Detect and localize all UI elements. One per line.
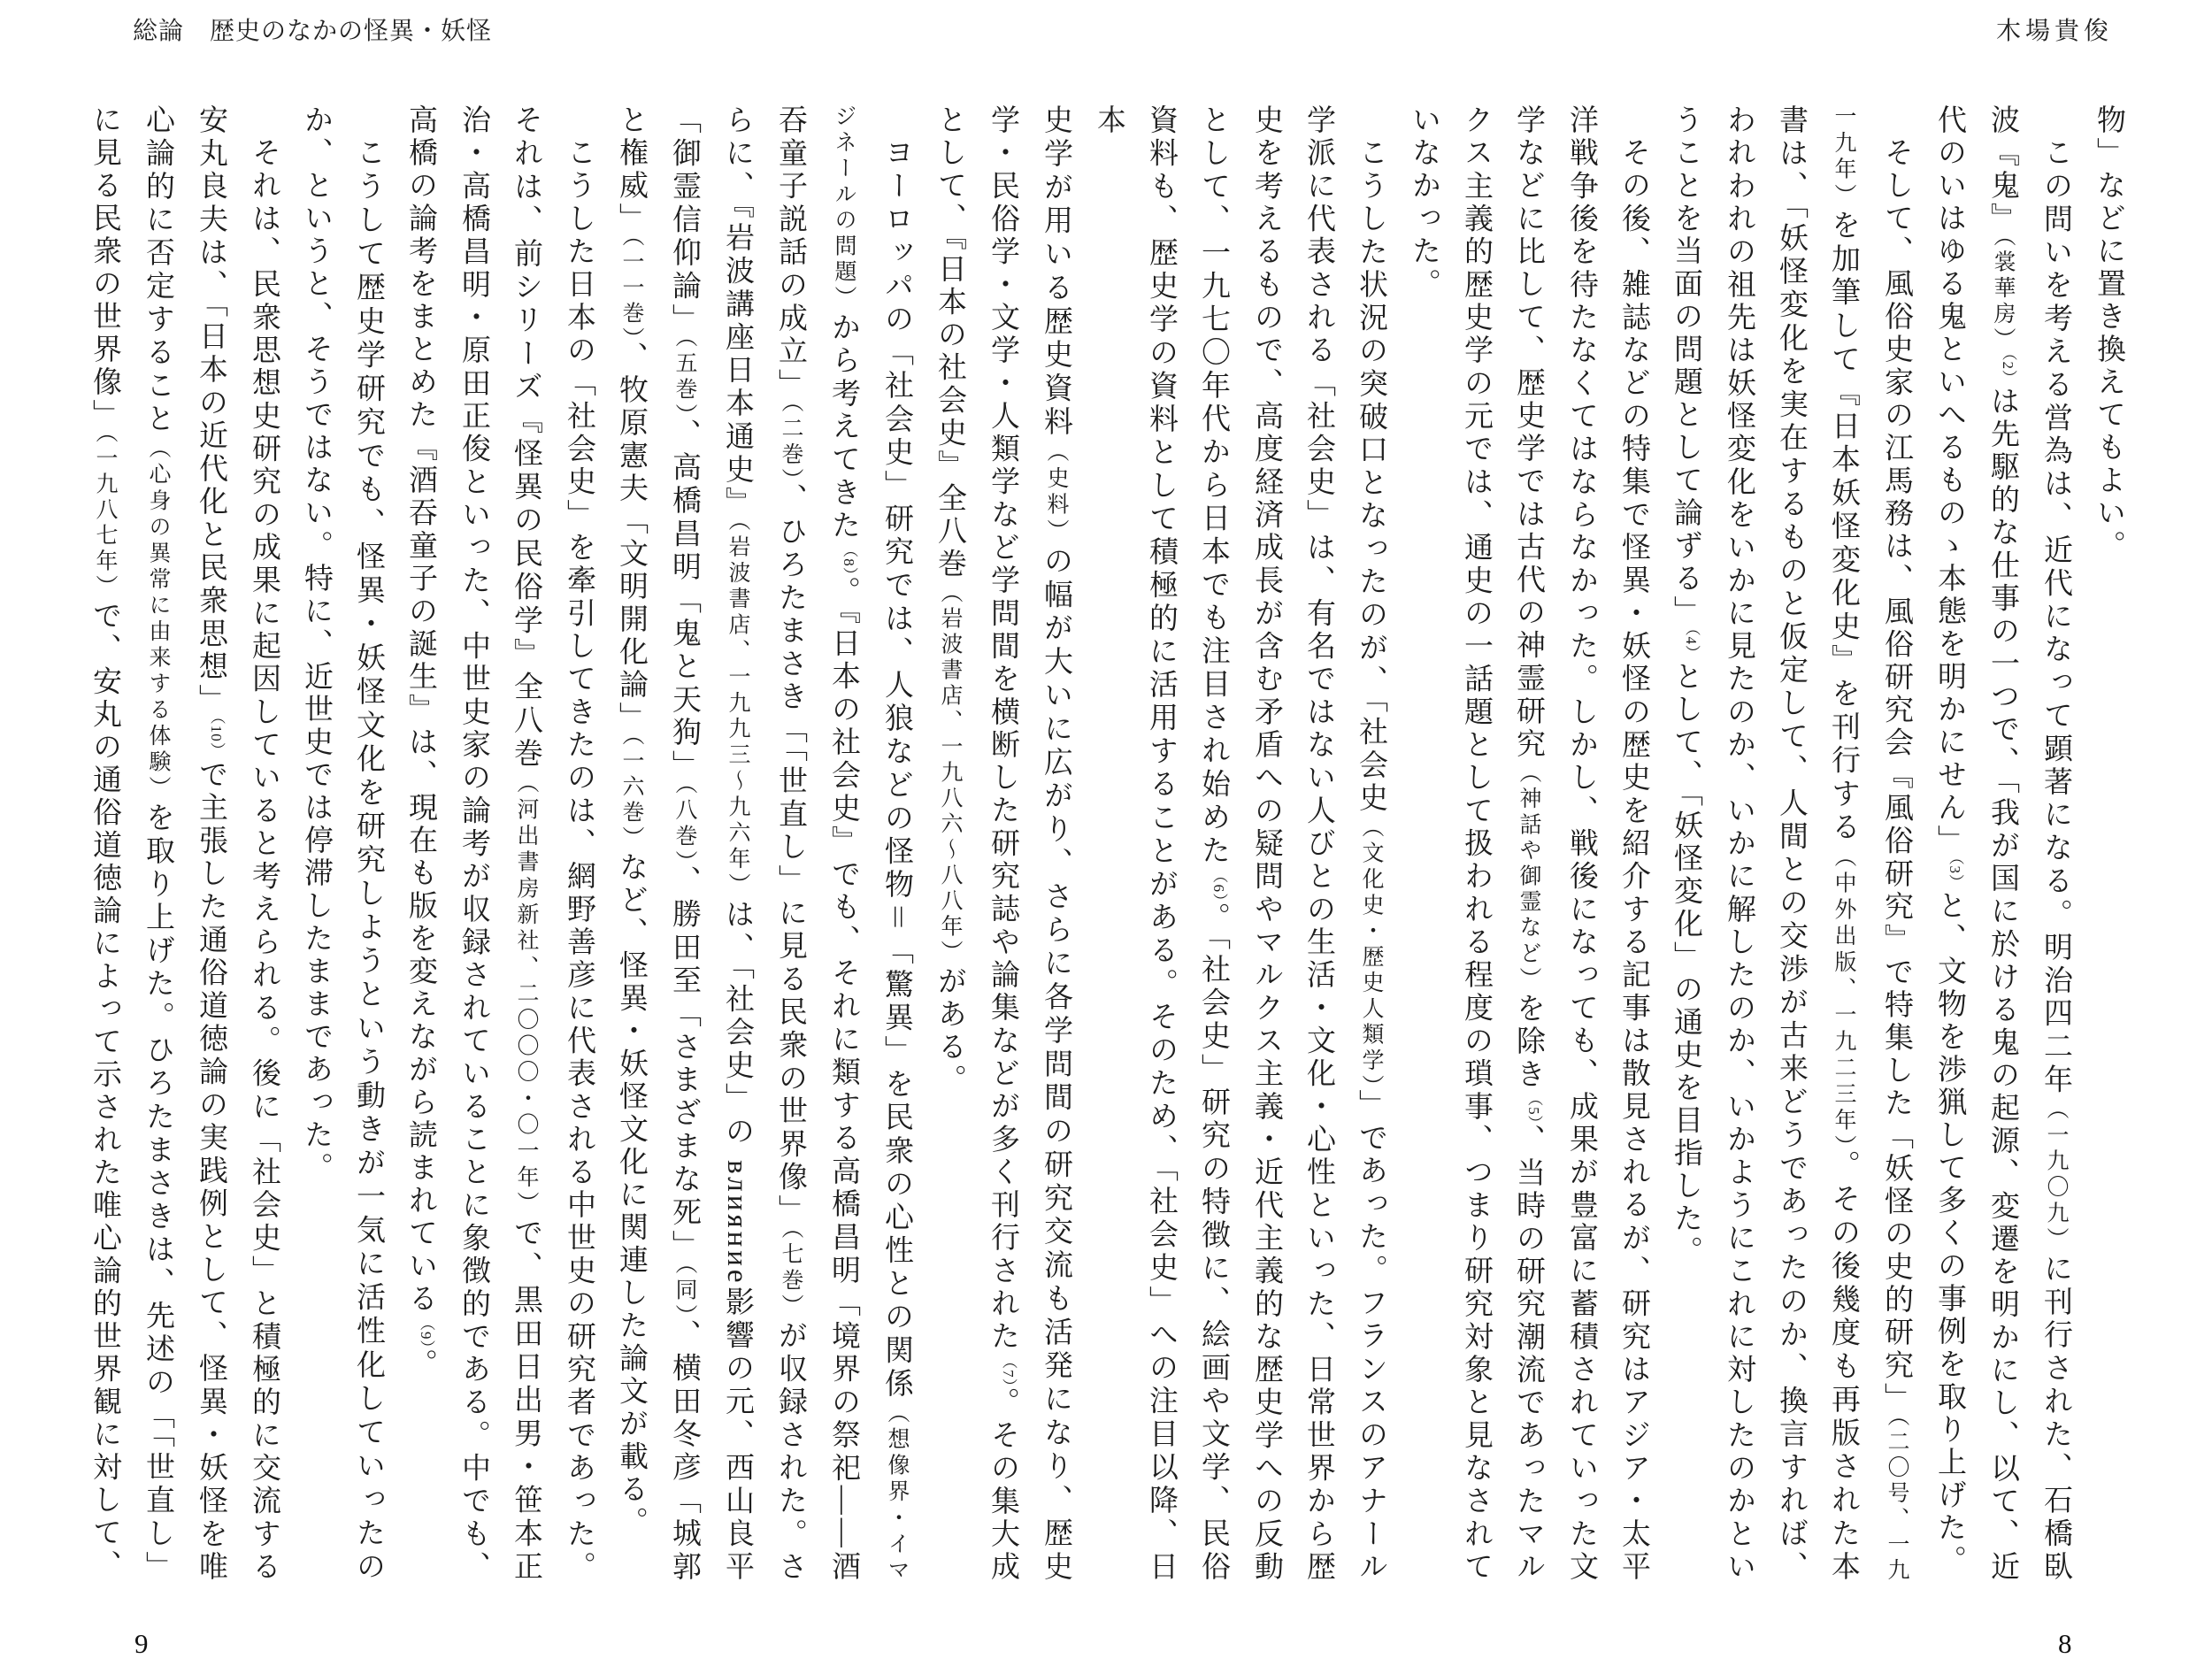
text-run: がある。 bbox=[933, 965, 965, 1097]
page-right-text bbox=[1093, 104, 2134, 1585]
paragraph bbox=[1659, 104, 1923, 1584]
citation-detail: （一六巻） bbox=[619, 734, 643, 852]
text-run: を加筆して『日本妖怪変化史』を刊行する bbox=[1827, 210, 1859, 845]
text-run: は、「社会史」の влияние影響の元、西山良平「御霊信仰論」 bbox=[668, 104, 753, 1585]
text-run: で、安丸の通俗道徳論によって示された唯心論的世界観に対して、 bbox=[88, 600, 120, 1583]
citation-detail: （岩波書店、一九九三〜九六年） bbox=[726, 519, 749, 899]
text-run: が収録された。さらに、『岩波講座日本通史』 bbox=[721, 104, 806, 1585]
citation-detail: （想像界・イマジネールの問題） bbox=[832, 104, 909, 1585]
footnote-marker: （4） bbox=[1683, 628, 1700, 661]
text-run: 、高橋昌明「鬼と天狗」 bbox=[668, 418, 700, 784]
text-run: は先駆的な仕事の一つで、「我が国に於ける鬼の起源、変遷を明かにし、以て、近代のいはゆる鬼といへるものゝ本態を明かにせん」 bbox=[1933, 104, 2018, 1585]
footnote-marker: （9） bbox=[418, 1316, 434, 1348]
text-run: 。「社会史」研究の特徴に、絵画や文学、民俗資料も、歴史学の資料として積極的に活用することがある。そのため、「社会史」への注目以降、日本 bbox=[1093, 104, 1229, 1585]
citation-detail: （二〇号、一九一九年） bbox=[1832, 104, 1909, 1585]
citation-detail: （心身の異常に由来する体験） bbox=[146, 436, 170, 802]
citation-detail: （岩波書店、一九八六〜八八年） bbox=[938, 580, 962, 966]
running-head-author: 木場貴俊 bbox=[1995, 17, 2113, 44]
text-run: を除き bbox=[1512, 993, 1544, 1092]
citation-detail: （裳華房） bbox=[1991, 235, 2015, 353]
text-run: を取り上げた。ひろたまさきは、先述の「「世直し」に見る民衆の世界像」 bbox=[88, 104, 173, 1585]
text-run: 、当時の研究潮流であったマルクス主義的歴史学の元では、通史の一話題として扱われる程度の瑣事、つまり研究対象と見なされていなかった。 bbox=[1408, 104, 1544, 1585]
paragraph bbox=[604, 104, 923, 1584]
text-run: 。 bbox=[404, 1348, 436, 1381]
paragraph bbox=[1923, 104, 2082, 1584]
text-run: 、牧原憲夫「文明開化論」 bbox=[615, 342, 647, 734]
footnote-marker: （5） bbox=[1525, 1091, 1542, 1125]
text-run: 、ひろたまさき「「世直し」に見る民衆の世界像」 bbox=[774, 482, 806, 1228]
footnote-marker: （7） bbox=[1000, 1353, 1017, 1387]
text-run: など、怪異・妖怪文化に関連した論文が載る。 bbox=[615, 851, 647, 1540]
paragraph bbox=[1082, 104, 1397, 1584]
paragraph bbox=[2082, 104, 2134, 1584]
citation-detail: （五巻） bbox=[672, 336, 696, 419]
text-run: 物」などに置き換えてもよい。 bbox=[2093, 104, 2124, 563]
citation-detail: （文化史・歴史人類学） bbox=[1359, 815, 1383, 1090]
text-run: それは、民衆思想史研究の成果に起因していると考えられる。後に「社会史」と積極的に交流する安丸良夫は、「日本の近代化と民衆思想」 bbox=[195, 104, 280, 1584]
text-run: 」であった。フランスのアナール学派に代表される「社会史」は、有名ではない人びとの生活・文化・心性といった、日常世界から歴史を考えるもので、高度経済成長が含む矛盾への疑問やマルクス主義・近代主義的な歴史学への反動として、一九七〇年代から日本でも注目され始めた bbox=[1197, 104, 1386, 1585]
text-run: 。その後幾度も再版された本書は、「妖怪変化を実在するものと仮定して、人間との交渉が古来どうであったのか、換言すれば、われわれの祖先は妖怪変化をいかに見たのか、いかに解したのか、いかようにこれに対したのかということを当面の問題として論ずる」 bbox=[1670, 104, 1859, 1585]
citation-detail: （二巻） bbox=[779, 401, 803, 483]
page-left-text bbox=[78, 104, 1082, 1584]
citation-detail: （史料） bbox=[1044, 439, 1068, 546]
citation-detail: （中外出版、一九二三年） bbox=[1832, 844, 1855, 1150]
text-run: この問いを考える営為は、近代になって顕著になる。明治四二年 bbox=[2039, 137, 2071, 1097]
paragraph bbox=[1397, 104, 1659, 1584]
text-run: から考えてきた bbox=[827, 311, 859, 543]
page-number-left: 9 bbox=[134, 1628, 149, 1659]
text-run: こうした状況の突破口となったのが、「社会史 bbox=[1355, 137, 1386, 816]
text-run: に刊行された、石橋臥波『鬼』 bbox=[1986, 104, 2071, 1585]
text-run: 。『日本の社会史』でも、それに類する高橋昌明「境界の祭祀――酒吞童子説話の成立」 bbox=[774, 104, 859, 1585]
citation-detail: （神話や御霊など） bbox=[1517, 761, 1540, 994]
text-run: と、文物を渉猟して多くの事例を取り上げた。 bbox=[1933, 890, 1965, 1578]
text-run: で主張した通俗道徳論の実践例として、怪異・妖怪を唯心論的に否定すること bbox=[142, 104, 227, 1585]
paragraph bbox=[289, 104, 394, 1584]
text-run: として、「妖怪変化」の通史を目指した。 bbox=[1670, 661, 1701, 1269]
citation-detail: （一九八七年） bbox=[93, 432, 117, 601]
footnote-marker: （8） bbox=[841, 542, 857, 577]
text-run: こうした日本の「社会史」を牽引してきたのは、網野善彦に代表される中世史の研究者であった。それは、前シリーズ『怪異の民俗学』全八巻 bbox=[510, 104, 595, 1584]
page-number-right: 8 bbox=[2058, 1628, 2072, 1659]
footnote-marker: （3） bbox=[1947, 857, 1963, 890]
citation-detail: （一一巻） bbox=[619, 235, 643, 342]
text-run: ヨーロッパの「社会史」研究では、人狼などの怪物＝「驚異」を民衆の心性との関係 bbox=[880, 137, 912, 1401]
citation-detail: （八巻） bbox=[672, 783, 696, 865]
text-run: の幅が大いに広がり、さらに各学問間の研究交流も活発になり、歴史学・民俗学・文学・人類学など学問間を横断した研究誌や論集などが多く刊行された bbox=[987, 104, 1071, 1585]
text-run: 、横田冬彦「城郭と権威」 bbox=[615, 104, 700, 1585]
text-run: その後、雑誌などの特集で怪異・妖怪の歴史を紹介する記事は散見されるが、研究はアジア・太平洋戦争後を待たなくてはならなかった。しかし、戦後になっても、成果が豊富に蓄積されていった文学などに比して、歴史学では古代の神霊研究 bbox=[1512, 104, 1649, 1584]
text-run: で、黒田日出男・笹本正治・高橋昌明・原田正俊といった、中世史家の論考が収録されていることに象徴的である。中でも、高橋の論考をまとめた『酒吞童子の誕生』は、現在も版を変えながら読まれている bbox=[404, 104, 541, 1585]
text-run: 史学が用いる歴史資料 bbox=[1040, 104, 1071, 440]
citation-detail: （同） bbox=[672, 1263, 696, 1319]
citation-detail: （河出書房新社、二〇〇〇・〇一年） bbox=[514, 771, 538, 1218]
text-run: こうして歴史学研究でも、怪異・妖怪文化を研究しようという動きが一気に活性化していったのか、というと、そうではない。特に、近世史では停滞したままであった。 bbox=[300, 104, 384, 1584]
citation-detail: （一九〇九） bbox=[2044, 1096, 2068, 1254]
paragraph bbox=[394, 104, 604, 1584]
footnote-marker: （2） bbox=[2000, 352, 2016, 387]
running-head-section-title: 総論 歴史のなかの怪異・妖怪 bbox=[133, 17, 493, 44]
footnote-marker: （6） bbox=[1210, 867, 1227, 902]
footnote-marker: （10） bbox=[208, 717, 225, 759]
text-run: 、勝田至「さまざまな死」 bbox=[668, 864, 700, 1263]
citation-detail: （七巻） bbox=[779, 1227, 803, 1320]
text-run: そして、風俗史家の江馬務は、風俗研究会『風俗研究』で特集した「妖怪の史的研究」 bbox=[1880, 137, 1912, 1416]
text-run: 。その集大成として、『日本の社会史』全八巻 bbox=[933, 104, 1018, 1585]
paragraph bbox=[923, 104, 1082, 1584]
paragraph bbox=[78, 104, 289, 1584]
